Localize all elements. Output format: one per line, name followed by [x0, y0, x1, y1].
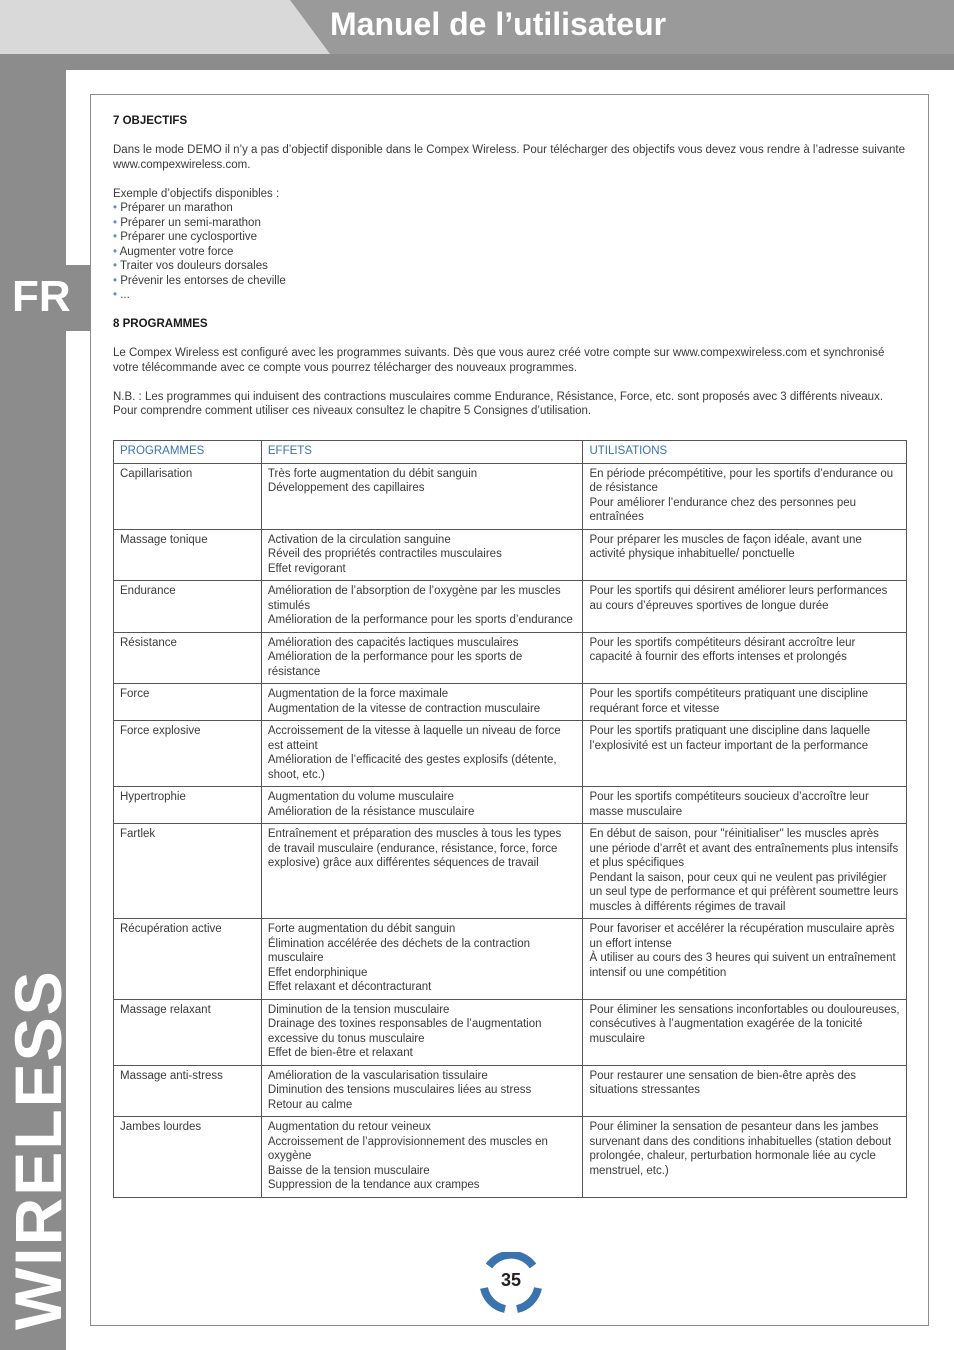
program-effets — [261, 529, 583, 581]
program-utilisations — [583, 787, 907, 824]
effets-line: Augmentation du retour veineux — [267, 1121, 431, 1133]
page-number-badge — [480, 1252, 542, 1314]
program-utilisations — [583, 824, 907, 919]
list-item: • Préparer un marathon — [113, 201, 907, 216]
program-effets — [261, 919, 583, 1000]
table-row — [114, 632, 907, 684]
list-item: • Prévenir les entorses de cheville — [113, 274, 907, 289]
program-name: Fartlek — [114, 824, 262, 919]
utilisations-line: Pour les sportifs pratiquant une discipline dans laquelle l’explosivité est un facteur important de la performance — [589, 725, 871, 752]
utilisations-line: En début de saison, pour "réinitialiser" les muscles après une période d’arrêt et avant des entraînements plus intensifs et plus spécifiques — [589, 828, 899, 869]
effets-line: Effet endorphinique — [267, 966, 368, 979]
utilisations-line: Pour éliminer les sensations inconfortables ou douloureuses, consécutives à l’augmentation exagérée de la tonicité musculaire — [589, 1003, 900, 1045]
effets-line: Entraînement et préparation des muscles à tous les types de travail musculaire (endurance, résistance, force, force explosive) grâce aux différentes séquences de travail — [267, 828, 562, 869]
effets-line: Baisse de la tension musculaire — [267, 1164, 430, 1177]
utilisations-line: À utiliser au cours des 3 heures qui suivent un entraînement intensif ou une compétition — [589, 952, 896, 979]
program-effets — [261, 632, 583, 684]
table-row — [114, 919, 907, 1000]
effets-line: Effet de bien-être et relaxant — [267, 1047, 413, 1059]
effets-line: Accroissement de la vitesse à laquelle un niveau de force est atteint — [267, 725, 561, 752]
utilisations-line: Pour améliorer l’endurance chez des personnes peu entraînées — [589, 496, 857, 523]
effets-line: Diminution de la tension musculaire — [267, 1003, 450, 1016]
section-8-title: 8 PROGRAMMES — [113, 318, 208, 330]
table-row — [114, 721, 907, 787]
effets-line: Effet relaxant et décontracturant — [267, 981, 432, 993]
program-name: Massage tonique — [114, 529, 262, 581]
effets-line: Accroissement de l’approvisionnement des muscles en oxygène — [267, 1135, 548, 1162]
utilisations-line: Pour les sportifs qui désirent améliorer leurs performances au cours d’épreuves sportives de longue durée — [589, 585, 888, 612]
table-row — [114, 529, 907, 581]
program-effets — [261, 1065, 583, 1117]
program-utilisations — [583, 919, 907, 1000]
effets-line: Amélioration de la résistance musculaire — [267, 805, 475, 818]
table-body — [114, 463, 907, 1197]
effets-line: Réveil des propriétés contractiles musculaires — [267, 548, 502, 560]
list-item: • Préparer un semi-marathon — [113, 216, 907, 231]
programs-table — [113, 440, 907, 1198]
program-effets — [261, 1117, 583, 1198]
list-item: • Traiter vos douleurs dorsales — [113, 259, 907, 274]
brand-wordmark: WIRELESS — [1, 969, 75, 1330]
program-effets — [261, 787, 583, 824]
table-row — [114, 581, 907, 633]
effets-line: Amélioration de la performance pour les sports de résistance — [267, 651, 523, 678]
effets-line: Amélioration de la vascularisation tissulaire — [267, 1069, 488, 1082]
program-effets — [261, 721, 583, 787]
column-header-effets: EFFETS — [261, 441, 583, 464]
utilisations-line: Pour restaurer une sensation de bien-être après des situations stressantes — [589, 1069, 857, 1096]
program-effets — [261, 581, 583, 633]
document-body — [113, 114, 907, 419]
effets-line: Drainage des toxines responsables de l’augmentation excessive du tonus musculaire — [267, 1018, 542, 1045]
program-name: Massage anti-stress — [114, 1065, 262, 1117]
utilisations-line: Pendant la saison, pour ceux qui ne veulent pas privilégier un seul type de performance et qui préfèrent soumettre leurs muscles à différents régimes de travail — [589, 871, 899, 913]
effets-line: Augmentation du volume musculaire — [267, 791, 454, 803]
effets-line: Diminution des tensions musculaires liées au stress — [267, 1084, 532, 1096]
section-7-title: 7 OBJECTIFS — [113, 115, 188, 127]
effets-line: Amélioration de la performance pour les sports d’endurance — [267, 614, 573, 626]
table-row — [114, 463, 907, 529]
effets-line: Augmentation de la force maximale — [267, 688, 449, 700]
program-name: Force explosive — [114, 721, 262, 787]
program-name: Capillarisation — [114, 463, 262, 529]
program-utilisations — [583, 684, 907, 721]
table-header-row — [114, 441, 907, 464]
effets-line: Amélioration de l’absorption de l’oxygène par les muscles stimulés — [267, 585, 561, 612]
column-header-utilisations: UTILISATIONS — [583, 441, 907, 464]
section-7-intro: Dans le mode DEMO il n’y a pas d’objectif disponible dans le Compex Wireless. Pour télécharger des objectifs vous devez vous rendre à l’adresse suivante www.compexwireless.com. — [113, 144, 905, 171]
header-underline-band — [0, 54, 954, 70]
utilisations-line: En période précompétitive, pour les sportifs d’endurance ou de résistance — [589, 467, 894, 494]
program-name: Endurance — [114, 581, 262, 633]
effets-line: Forte augmentation du débit sanguin — [267, 923, 456, 935]
program-name: Récupération active — [114, 919, 262, 1000]
examples-label: Exemple d’objectifs disponibles : — [113, 187, 280, 200]
effets-line: Effet revigorant — [267, 562, 346, 575]
program-utilisations — [583, 581, 907, 633]
utilisations-line: Pour les sportifs compétiteurs désirant accroître leur capacité à fournir des efforts intenses et prolongés — [589, 636, 856, 663]
program-effets — [261, 999, 583, 1065]
table-row — [114, 824, 907, 919]
utilisations-line: Pour les sportifs compétiteurs soucieux d’accroître leur masse musculaire — [589, 791, 869, 818]
effets-line: Développement des capillaires — [267, 482, 425, 494]
program-name: Jambes lourdes — [114, 1117, 262, 1198]
effets-line: Amélioration de l’efficacité des gestes explosifs (détente, shoot, etc.) — [267, 754, 557, 781]
program-utilisations — [583, 632, 907, 684]
program-effets — [261, 824, 583, 919]
utilisations-line: Pour les sportifs compétiteurs pratiquant une discipline requérant force et vitesse — [589, 688, 869, 715]
program-name: Résistance — [114, 632, 262, 684]
list-item: • Augmenter votre force — [113, 245, 907, 260]
utilisations-line: Pour préparer les muscles de façon idéale, avant une activité physique inhabituelle/ ponctuelle — [589, 533, 862, 560]
table-row — [114, 1065, 907, 1117]
program-effets — [261, 684, 583, 721]
page-title: Manuel de l’utilisateur — [330, 6, 667, 42]
program-utilisations — [583, 999, 907, 1065]
language-label: FR — [12, 272, 71, 321]
program-effets — [261, 463, 583, 529]
effets-line: Retour au calme — [267, 1098, 353, 1111]
program-name: Massage relaxant — [114, 999, 262, 1065]
program-name: Hypertrophie — [114, 787, 262, 824]
program-name: Force — [114, 684, 262, 721]
program-utilisations — [583, 529, 907, 581]
program-utilisations — [583, 1065, 907, 1117]
objectives-list — [113, 201, 907, 303]
list-item: • Préparer une cyclosportive — [113, 230, 907, 245]
table-row — [114, 684, 907, 721]
section-8-note: N.B. : Les programmes qui induisent des contractions musculaires comme Endurance, Résistance, Force, etc. sont proposés avec 3 différents niveaux. Pour comprendre comment utiliser ces niveaux consultez le chapitre 5 Consignes d’utilisation. — [113, 390, 884, 417]
program-utilisations — [583, 463, 907, 529]
program-utilisations — [583, 721, 907, 787]
column-header-programmes: PROGRAMMES — [114, 441, 262, 464]
effets-line: Augmentation de la vitesse de contraction musculaire — [267, 702, 541, 715]
effets-line: Suppression de la tendance aux crampes — [267, 1179, 480, 1191]
list-item: • ... — [113, 288, 907, 303]
table-row — [114, 999, 907, 1065]
table-row — [114, 1117, 907, 1198]
section-8-intro: Le Compex Wireless est configuré avec les programmes suivants. Dès que vous aurez créé votre compte sur www.compexwireless.com et synchronisé votre télécommande avec ce compte vous pourrez télécharger des nouveaux programmes. — [113, 347, 885, 374]
program-utilisations — [583, 1117, 907, 1198]
effets-line: Activation de la circulation sanguine — [267, 533, 451, 546]
utilisations-line: Pour éliminer la sensation de pesanteur dans les jambes survenant dans des conditions inhabituelles (station debout prolongée, chaleur, perturbation hormonale liée au cycle menstruel, etc.) — [589, 1121, 892, 1177]
table-row — [114, 787, 907, 824]
utilisations-line: Pour favoriser et accélérer la récupération musculaire après un effort intense — [589, 923, 895, 950]
effets-line: Amélioration des capacités lactiques musculaires — [267, 636, 519, 649]
effets-line: Élimination accélérée des déchets de la contraction musculaire — [267, 937, 530, 964]
effets-line: Très forte augmentation du débit sanguin — [267, 467, 478, 480]
page-number: 35 — [500, 1270, 522, 1290]
